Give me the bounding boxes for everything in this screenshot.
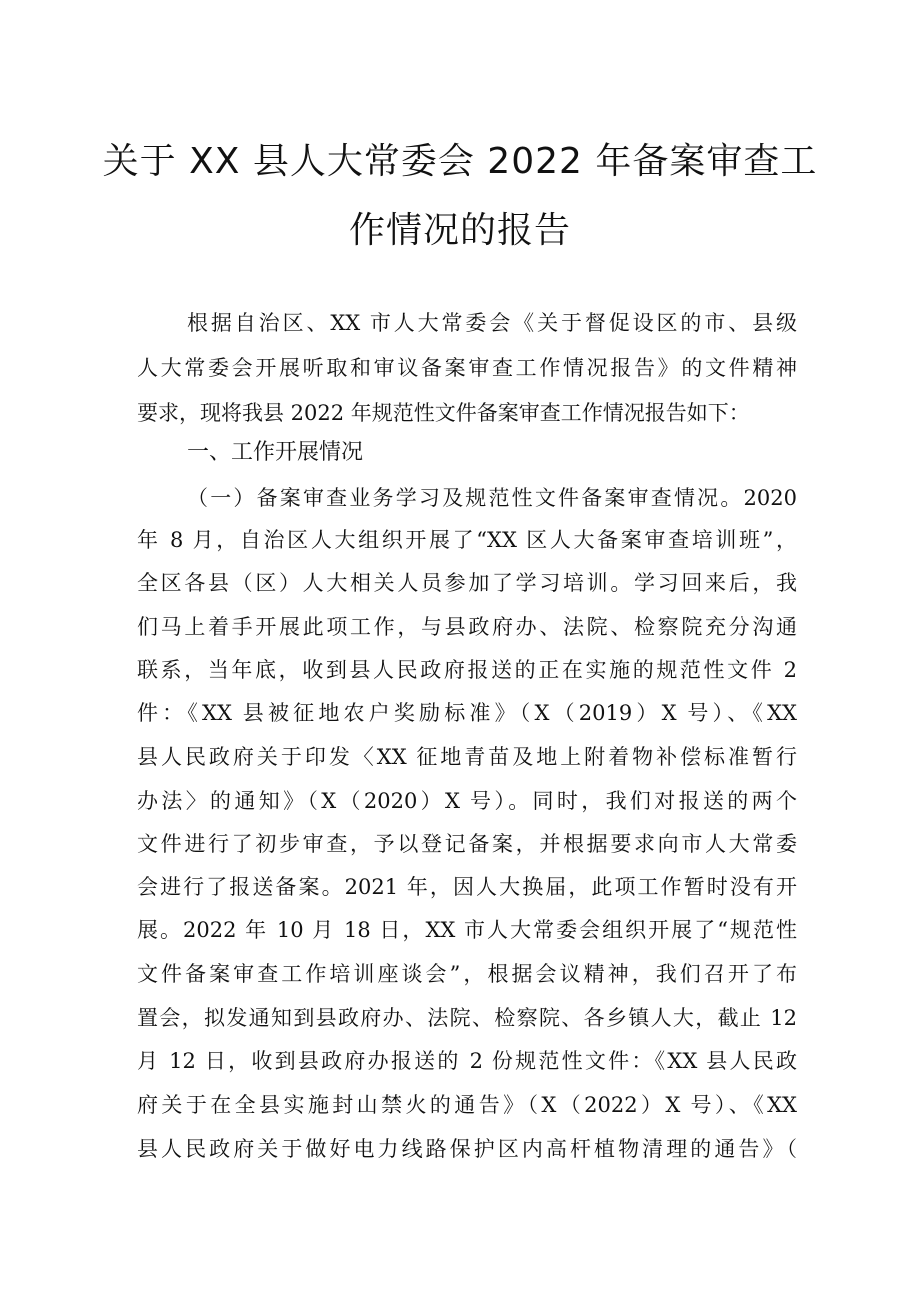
- intro-line: 根据自治区、XX 市人大常委会《关于督促设区的市、县级: [187, 311, 797, 335]
- section-heading: 一、工作开展情况: [187, 440, 364, 465]
- paragraph-line: 办法〉的通知》（X（2020）X 号）。同时，我们对报送的两个: [137, 789, 797, 813]
- paragraph-line: 会进行了报送备案。2021 年，因人大换届，此项工作暂时没有开: [137, 875, 797, 899]
- paragraph-line: 文件进行了初步审查，予以登记备案，并根据要求向市人大常委: [137, 832, 797, 856]
- paragraph-line: 置会，拟发通知到县政府办、法院、检察院、各乡镇人大，截止 12: [137, 1006, 797, 1030]
- document-title-line-1: 关于 XX 县人大常委会 2022 年备案审查工: [102, 141, 818, 182]
- intro-line: 要求，现将我县 2022 年规范性文件备案审查工作情况报告如下：: [137, 401, 750, 425]
- paragraph-line: 们马上着手开展此项工作，与县政府办、法院、检察院充分沟通: [137, 615, 797, 639]
- paragraph-line: 年 8 月，自治区人大组织开展了“XX 区人大备案审查培训班”，: [137, 528, 797, 552]
- intro-line: 人大常委会开展听取和审议备案审查工作情况报告》的文件精神: [137, 356, 797, 380]
- paragraph-line: 联系，当年底，收到县人民政府报送的正在实施的规范性文件 2: [137, 658, 797, 682]
- document-title-line-2: 作情况的报告: [348, 210, 571, 251]
- paragraph-line: 件：《XX 县被征地农户奖励标准》（X（2019）X 号）、《XX: [137, 701, 797, 725]
- paragraph-line: 全区各县（区）人大相关人员参加了学习培训。学习回来后，我: [137, 571, 797, 595]
- paragraph-line: （一）备案审查业务学习及规范性文件备案审查情况。2020: [187, 486, 797, 510]
- paragraph-line: 文件备案审查工作培训座谈会”，根据会议精神，我们召开了布: [137, 962, 797, 986]
- paragraph-line: 展。2022 年 10 月 18 日，XX 市人大常委会组织开展了“规范性: [137, 918, 797, 942]
- paragraph-line: 县人民政府关于印发〈XX 征地青苗及地上附着物补偿标准暂行: [137, 745, 797, 769]
- paragraph-line: 月 12 日，收到县政府办报送的 2 份规范性文件：《XX 县人民政: [137, 1049, 797, 1073]
- paragraph-line: 府关于在全县实施封山禁火的通告》（X（2022）X 号）、《XX: [137, 1093, 797, 1117]
- paragraph-line: 县人民政府关于做好电力线路保护区内高杆植物清理的通告》（: [137, 1137, 797, 1161]
